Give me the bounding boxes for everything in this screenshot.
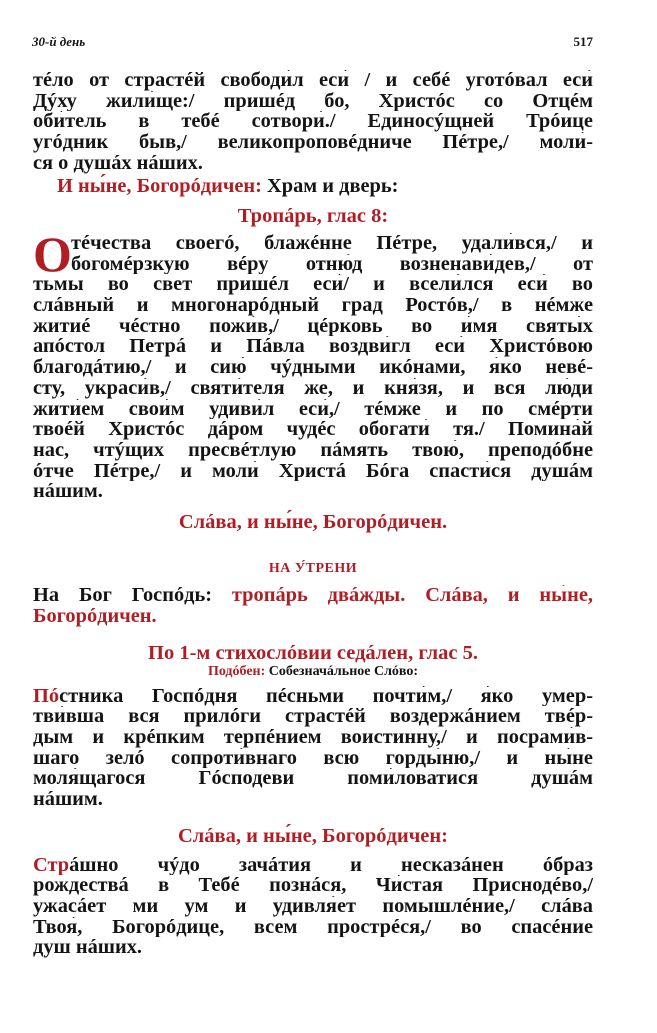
troparion-heading: Тропáрь, глас 8:: [237, 205, 389, 228]
sedalen-heading: По 1-м стихослóвии седáлен, глас 5.: [148, 641, 478, 664]
matins-heading: НА У́ТРЕНИ: [268, 560, 358, 576]
text-line: тéчества своегó, блажéнне Пéтре, удали́вся,/ и: [71, 232, 593, 254]
text-line: Дýху жили́ще:/ пришéд бо, Христóс со Отцéм: [33, 90, 593, 112]
text-line: апóстол Петрá и Пáвла воздви́гл еси́ Христóвою: [33, 336, 593, 358]
glory-heading: Слáва, и ны́не, Богорóдичен.: [178, 511, 448, 534]
text-line: тви́вша вся прилóги страстéй воздержáнием твéр-: [33, 706, 593, 727]
text-line: богомéрзкую вéру отню́д возненави́дев,/ от: [71, 253, 593, 275]
red-initial: Стр: [33, 854, 70, 876]
text-line: слáвный и многонарóдный град Ростóв,/ в нéмже: [33, 295, 593, 316]
text-line-rest: стника Госпóдня пéсньми почти́м,/ я́ко умер-: [59, 685, 593, 707]
text-line: сту, украси́в,/ святи́теля же, и кня́зя, и вся лю́ди: [33, 377, 593, 399]
text-line: душ нáших.: [33, 937, 143, 959]
rubric-black-text: Храм и дверь:: [267, 174, 399, 197]
text-line: твоéй Христóс дáром чудéс обогати́ тя./ Помина́й: [33, 419, 593, 440]
text-line: благодáтию,/ и сию́ чýдными икóнами, я́ко невé-: [33, 357, 593, 378]
rubric-god-is-the-lord: [33, 585, 593, 626]
running-title: 30-й день: [32, 34, 86, 49]
text-line: оби́тель в тебé сотвори́./ Единосýщней Трóице: [33, 111, 593, 133]
text-line-rest: áшно чýдо зачáтия и несказáнен óбраз: [69, 854, 593, 876]
podoben-text: Собезначáльное Слóво:: [268, 663, 419, 679]
rubric-theotokion: [33, 176, 593, 197]
text-line: ся о душáх нáших.: [33, 152, 203, 174]
text-line: житиé чéстно пожи́в,/ цéрковь во и́мя святы́х: [33, 315, 593, 337]
rubric-red-text: тропáрь двáжды. Слáва, и ны́не,: [231, 585, 593, 607]
text-line: рождествá в Тебé познáся, Чи́стая Приснодéво,/: [33, 875, 593, 896]
drop-cap-letter: О: [33, 225, 72, 282]
page-number: 517: [573, 34, 593, 49]
rubric-red-text: Богорóдичен.: [33, 606, 157, 627]
text-line: угóдник быв,/ великопроповéдниче Пéтре,/ моли́-: [33, 132, 593, 153]
running-header: [32, 34, 593, 50]
sedalen-paragraph: [33, 686, 593, 810]
text-line: нáшим.: [33, 481, 103, 503]
troparion-paragraph: [33, 225, 593, 503]
theotokion-paragraph: [33, 855, 593, 959]
text-line: тéло от страстéй свободи́л еси́ / и себé уготóвал еси́: [33, 70, 593, 91]
text-line: óтче Пéтре,/ и моли́ Христá Бóга спасти́ся душáм: [33, 460, 593, 482]
text-line: дым и крéпким терпéнием воистинну,/ и посрами́в-: [33, 726, 593, 748]
rubric-black-text: На Бог Госпóдь:: [33, 585, 213, 607]
text-line: моля́щагося Гóсподеви поми́ловатися душáм: [33, 768, 593, 790]
glory-theotokion-heading: Слáва, и ны́не, Богорóдичен:: [177, 824, 449, 847]
rubric-red-text: И ны́не, Богорóдичен:: [57, 174, 262, 197]
text-line: тьмы во свет пришéл еси́/ и всели́лся еси́ во: [33, 274, 593, 296]
text-line: нас, чтýщих пресвéтлую пáмять твою́, преподóбне: [33, 439, 593, 461]
text-line: жити́ем свои́м удиви́л еси́,/ тéмже и по смéрти: [33, 398, 593, 420]
text-line: Твоя́, Богорóдице, всем прострéся,/ во спасéние: [33, 916, 593, 938]
text-line: шаго зелó сопроти́внаго всю горды́ню,/ и ны́не: [33, 747, 593, 769]
page-body: [33, 70, 593, 958]
text-line: нáшим.: [33, 789, 103, 810]
text-line: ужасáет ми ум и удивля́ет помышлéние,/ слáва: [33, 895, 593, 917]
podoben-label: Подóбен:: [207, 663, 266, 679]
paragraph-kontakion-end: [33, 70, 593, 174]
podoben-line: [33, 664, 593, 680]
red-initial: Пó: [33, 685, 60, 707]
